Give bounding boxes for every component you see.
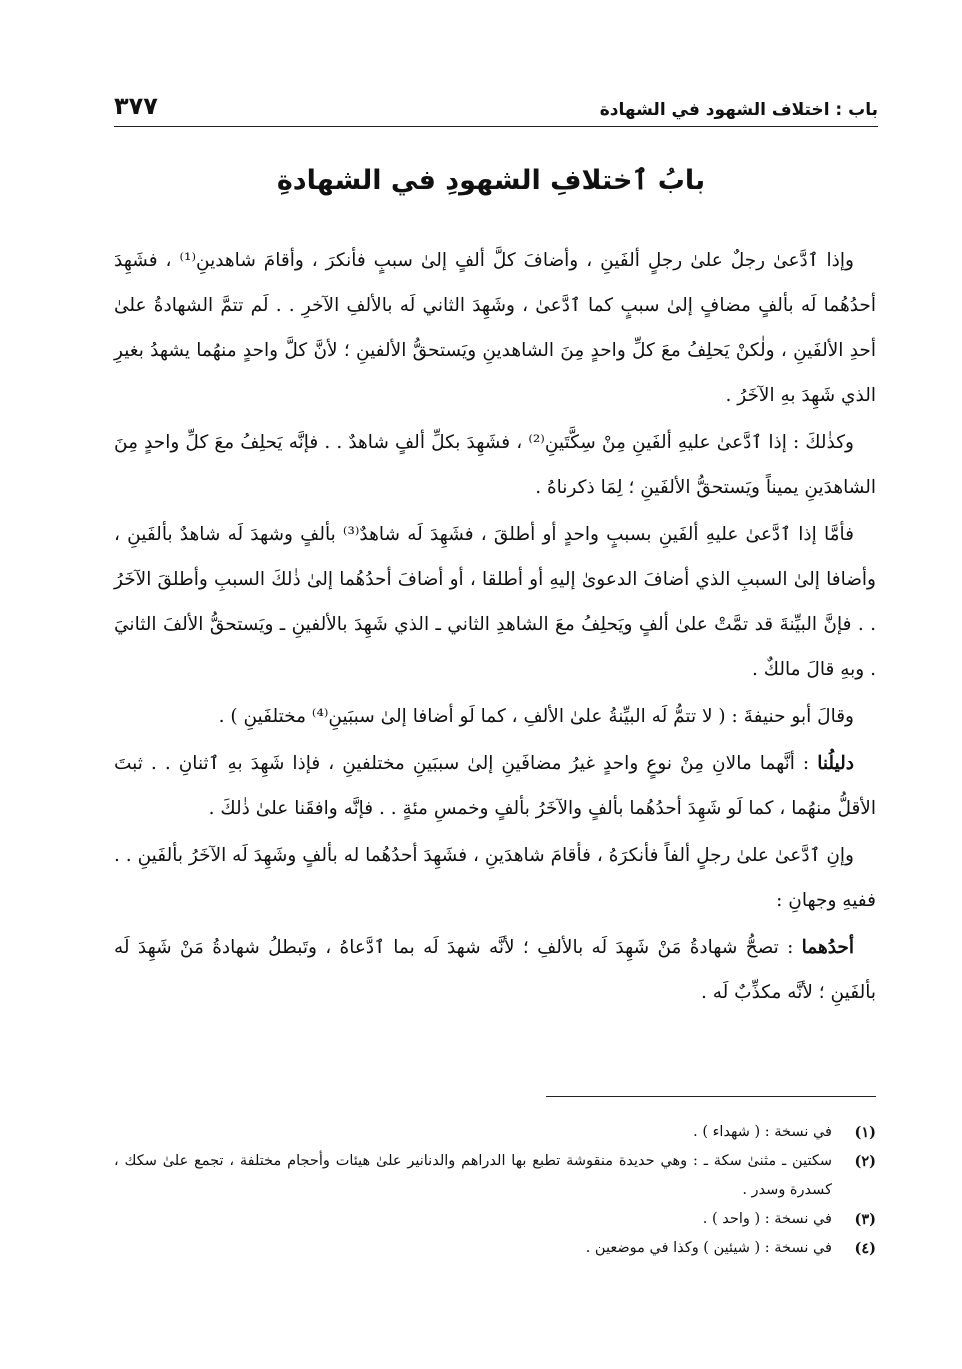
- paragraph-text: وكذٰلكَ : إذا ٱدَّعىٰ عليهِ ألفَينِ مِنْ سِكَّتَينِ⁽²⁾ ، فشَهِدَ بكلِّ ألفٍ شاهدٌ . . فإنَّه يَحلِفُ معَ كلِّ واحدٍ مِنَ الشاهدَينِ يميناً ويَستحقُّ الألفَينِ ؛ لِمَا ذكرناهُ .: [114, 432, 876, 498]
- paragraph-text: : تصحُّ شهادةُ مَنْ شَهِدَ لَه بالألفِ ؛ لأنَّه شهدَ لَه بما ٱدَّعاهُ ، وتَبطلُ شهادةُ مَنْ شَهِدَ لَه بألفَينِ ؛ لأنَّه مكذِّبٌ لَه .: [114, 937, 876, 1003]
- paragraph: [114, 833, 876, 923]
- body-text: [114, 238, 876, 1017]
- paragraph: [114, 741, 876, 831]
- chapter-title: بابُ ٱختلافِ الشهودِ في الشهادةِ: [276, 165, 706, 196]
- footnotes: [114, 1118, 876, 1263]
- running-header: [114, 80, 878, 127]
- paragraph-lead: دليلُنا: [817, 753, 854, 774]
- paragraph: [114, 512, 876, 692]
- paragraph-text: وإنِ ٱدَّعىٰ علىٰ رجلٍ ألفاً فأنكرَهُ ، فأقامَ شاهدَينِ ، فشَهِدَ أحدُهُما له بألفٍ وشَهِدَ لَه الآخَرُ بألفَينِ . . ففيهِ وجهانِ :: [114, 845, 876, 911]
- page-number: ٣٧٧: [114, 92, 158, 120]
- footnote-number: (٤): [854, 1240, 876, 1257]
- footnote: [114, 1118, 876, 1147]
- paragraph-text: : أنَّهما مالانِ مِنْ نوعٍ واحدٍ غيرُ مضافَينِ إلىٰ سببَينِ مختلفينِ ، فإذا شَهِدَ بهِ ٱثنانِ . . ثبتَ الأقلُّ منهُما ، كما لَو شَهِدَ أحدُهُما بألفٍ والآخَرُ بألفٍ وخمسِ مئةٍ . . فإنَّه وافقَنا علىٰ ذٰلكَ .: [114, 753, 876, 819]
- footnote-separator: [546, 1096, 876, 1097]
- footnote-text: في نسخة : ( شهداء ) .: [693, 1124, 832, 1140]
- paragraph: [114, 694, 876, 739]
- paragraph-text: وقالَ أبو حنيفةَ : ( لا تتمُّ لَه البيِّنةُ علىٰ الألفِ ، كما لَو أضافا إلىٰ سببَينِ⁽⁴⁾ مختلفَينِ ) .: [218, 706, 854, 727]
- footnote: [114, 1234, 876, 1263]
- paragraph: [114, 925, 876, 1015]
- paragraph-text: فأمَّا إذا ٱدَّعىٰ عليهِ ألفَينِ بسببٍ واحدٍ أو أطلقَ ، فشَهِدَ لَه شاهدٌ⁽³⁾ بألفٍ وشهدَ لَه شاهدٌ بألفَينِ ، وأضافا إلىٰ السببِ الذي أضافَ الدعوىٰ إليهِ أو أطلقا ، أو أضافَ أحدُهُما إلىٰ ذٰلكَ السببِ وأطلقَ الآخَرُ . . فإنَّ البيِّنةَ قد تمَّتْ علىٰ ألفٍ ويَحلِفُ معَ الشاهدِ الثاني ـ الذي شَهِدَ بالألفينِ ـ ويَستحقُّ الألفَ الثانيَ . وبهِ قالَ مالكٌ .: [114, 524, 876, 680]
- footnote-text: سكتين ـ مثنىٰ سكة ـ : وهي حديدة منقوشة تطبع بها الدراهم والدنانير علىٰ هيئات وأحجام مختلفة ، تجمع علىٰ سكك ، كسدرة وسدر .: [114, 1153, 832, 1198]
- footnote: [114, 1147, 876, 1205]
- footnote-number: (٢): [854, 1153, 876, 1170]
- footnote: [114, 1205, 876, 1234]
- paragraph-lead: أحدُهما: [801, 937, 854, 958]
- paragraph: [114, 238, 876, 418]
- paragraph-text: وإذا ٱدَّعىٰ رجلٌ علىٰ رجلٍ ألفَينِ ، وأضافَ كلَّ ألفٍ إلىٰ سببٍ فأنكرَ ، وأقامَ شاهدينِ⁽¹⁾ ، فشَهِدَ أحدُهُما لَه بألفٍ مضافٍ إلىٰ سببٍ كما ٱدَّعىٰ ، وشَهِدَ الثاني لَه بالألفِ الآخرِ . . لَم تتمَّ الشهادةُ علىٰ أحدِ الألفَينِ ، ولٰكنْ يَحلِفُ معَ كلِّ واحدٍ مِنَ الشاهدينِ ويَستحقُّ الألفينِ ؛ لأنَّ كلَّ واحدٍ منهُما يشهدُ بغيرِ الذي شَهِدَ بهِ الآخَرُ .: [114, 250, 876, 406]
- footnote-text: في نسخة : ( واحد ) .: [702, 1211, 832, 1227]
- footnote-number: (٣): [854, 1211, 876, 1228]
- running-title: باب : اختلاف الشهود في الشهادة: [599, 100, 878, 120]
- paragraph: [114, 420, 876, 510]
- footnote-number: (١): [854, 1124, 876, 1141]
- footnote-text: في نسخة : ( شيئين ) وكذا في موضعين .: [585, 1240, 832, 1256]
